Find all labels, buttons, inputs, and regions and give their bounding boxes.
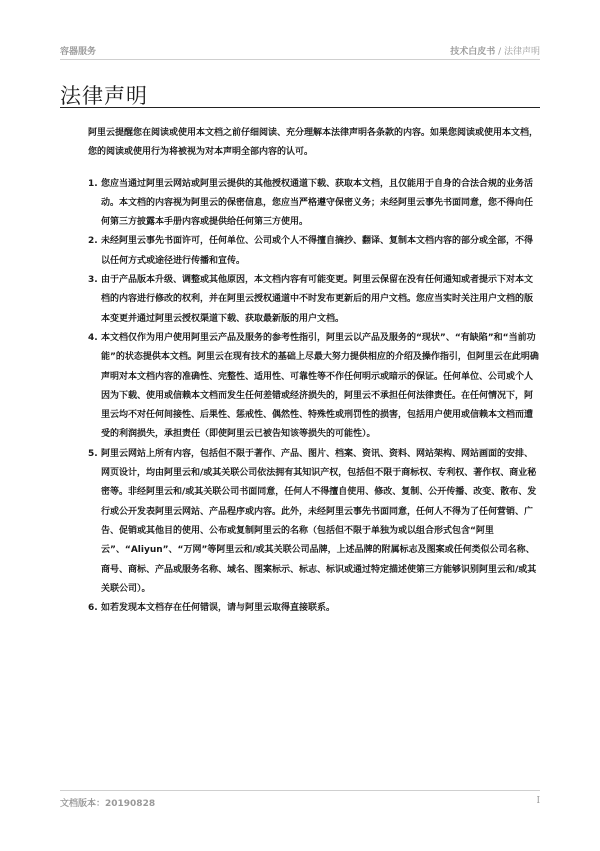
list-item-text: 由于产品版本升级、调整或其他原因，本文档内容有可能变更。阿里云保留在没有任何通知或者提示下对本文档的内容进行修改的权利，并在阿里云授权通道中不时发布更新后的用户文档。您应当实时关注用户文档的版本变更并通过阿里云授权渠道下载、获取最新版的用户文档。 — [101, 275, 534, 324]
list-item-text: 未经阿里云事先书面许可，任何单位、公司或个人不得擅自摘抄、翻译、复制本文档内容的部分或全部，不得以任何方式或途径进行传播和宣传。 — [101, 236, 534, 266]
list-item-number: 1. — [88, 178, 98, 189]
header-doc-type: 技术白皮书 — [450, 47, 496, 57]
list-item-text: 本文档仅作为用户使用阿里云产品及服务的参考性指引，阿里云以产品及服务的“现状”、“有缺陷”和“当前功能”的状态提供本文档。阿里云在现有技术的基础上尽最大努力提供相应的介绍及操作指引，但阿里云在此明确声明对本文档内容的准确性、完整性、适用性、可靠性等不作任何明示或暗示的保证。任何单位、公司或个人因为下载、使用或信赖本文档而发生任何差错或经济损失的，阿里云不承担任何法律责任。在任何情况下，阿里云均不对任何间接性、后果性、惩戒性、偶然性、特殊性或刑罚性的损害，包括用户使用或信赖本文档而遭受的利润损失，承担责任（即使阿里云已被告知该等损失的可能性）。 — [101, 332, 539, 440]
footer-page-number: I — [536, 796, 540, 806]
clause-list — [88, 175, 540, 619]
header-divider — [60, 59, 540, 60]
list-item — [88, 175, 540, 233]
header-breadcrumb — [450, 44, 540, 57]
page-title: 法律声明 — [60, 84, 148, 108]
list-item-number: 2. — [88, 236, 98, 247]
list-item — [88, 271, 540, 329]
header-product-name: 容器服务 — [60, 47, 97, 57]
list-item — [88, 329, 540, 445]
list-item — [88, 599, 540, 618]
page-header — [60, 44, 540, 58]
list-item-number: 4. — [88, 332, 98, 343]
list-item-number: 5. — [88, 448, 98, 459]
list-item — [88, 232, 540, 271]
document-body — [88, 124, 540, 618]
title-underline — [60, 107, 540, 108]
header-separator: / — [495, 47, 504, 57]
list-item — [88, 445, 540, 599]
list-item-number: 6. — [88, 603, 98, 614]
intro-paragraph: 阿里云提醒您在阅读或使用本文档之前仔细阅读、充分理解本法律声明各条款的内容。如果您阅读或使用本文档，您的阅读或使用行为将被视为对本声明全部内容的认可。 — [88, 128, 539, 158]
footer-doc-version: 文档版本：20190828 — [60, 799, 156, 809]
list-item-text: 阿里云网站上所有内容，包括但不限于著作、产品、图片、档案、资讯、资料、网站架构、网站画面的安排、网页设计，均由阿里云和/或其关联公司依法拥有其知识产权，包括但不限于商标权、专利权、著作权、商业秘密等。非经阿里云和/或其关联公司书面同意，任何人不得擅自使用、修改、复制、公开传播、改变、散布、发行或公开发表阿里云网站、产品程序或内容。此外，未经阿里云事先书面同意，任何人不得为了任何营销、广告、促销或其他目的使用、公布或复制阿里云的名称（包括但不限于单独为或以组合形式包含“阿里云”、“Aliyun”、“万网”等阿里云和/或其关联公司品牌，上述品牌的附属标志及图案或任何类似公司名称、商号、商标、产品或服务名称、域名、图案标示、标志、标识或通过特定描述使第三方能够识别阿里云和/或其关联公司）。 — [101, 448, 537, 594]
list-item-number: 3. — [88, 275, 98, 286]
header-section-name: 法律声明 — [503, 47, 540, 57]
list-item-text: 如若发现本文档存在任何错误，请与阿里云取得直接联系。 — [101, 603, 336, 614]
list-item-text: 您应当通过阿里云网站或阿里云提供的其他授权通道下载、获取本文档，且仅能用于自身的合法合规的业务活动。本文档的内容视为阿里云的保密信息，您应当严格遵守保密义务；未经阿里云事先书面同意，您不得向任何第三方披露本手册内容或提供给任何第三方使用。 — [101, 178, 534, 228]
footer-divider — [60, 790, 540, 791]
